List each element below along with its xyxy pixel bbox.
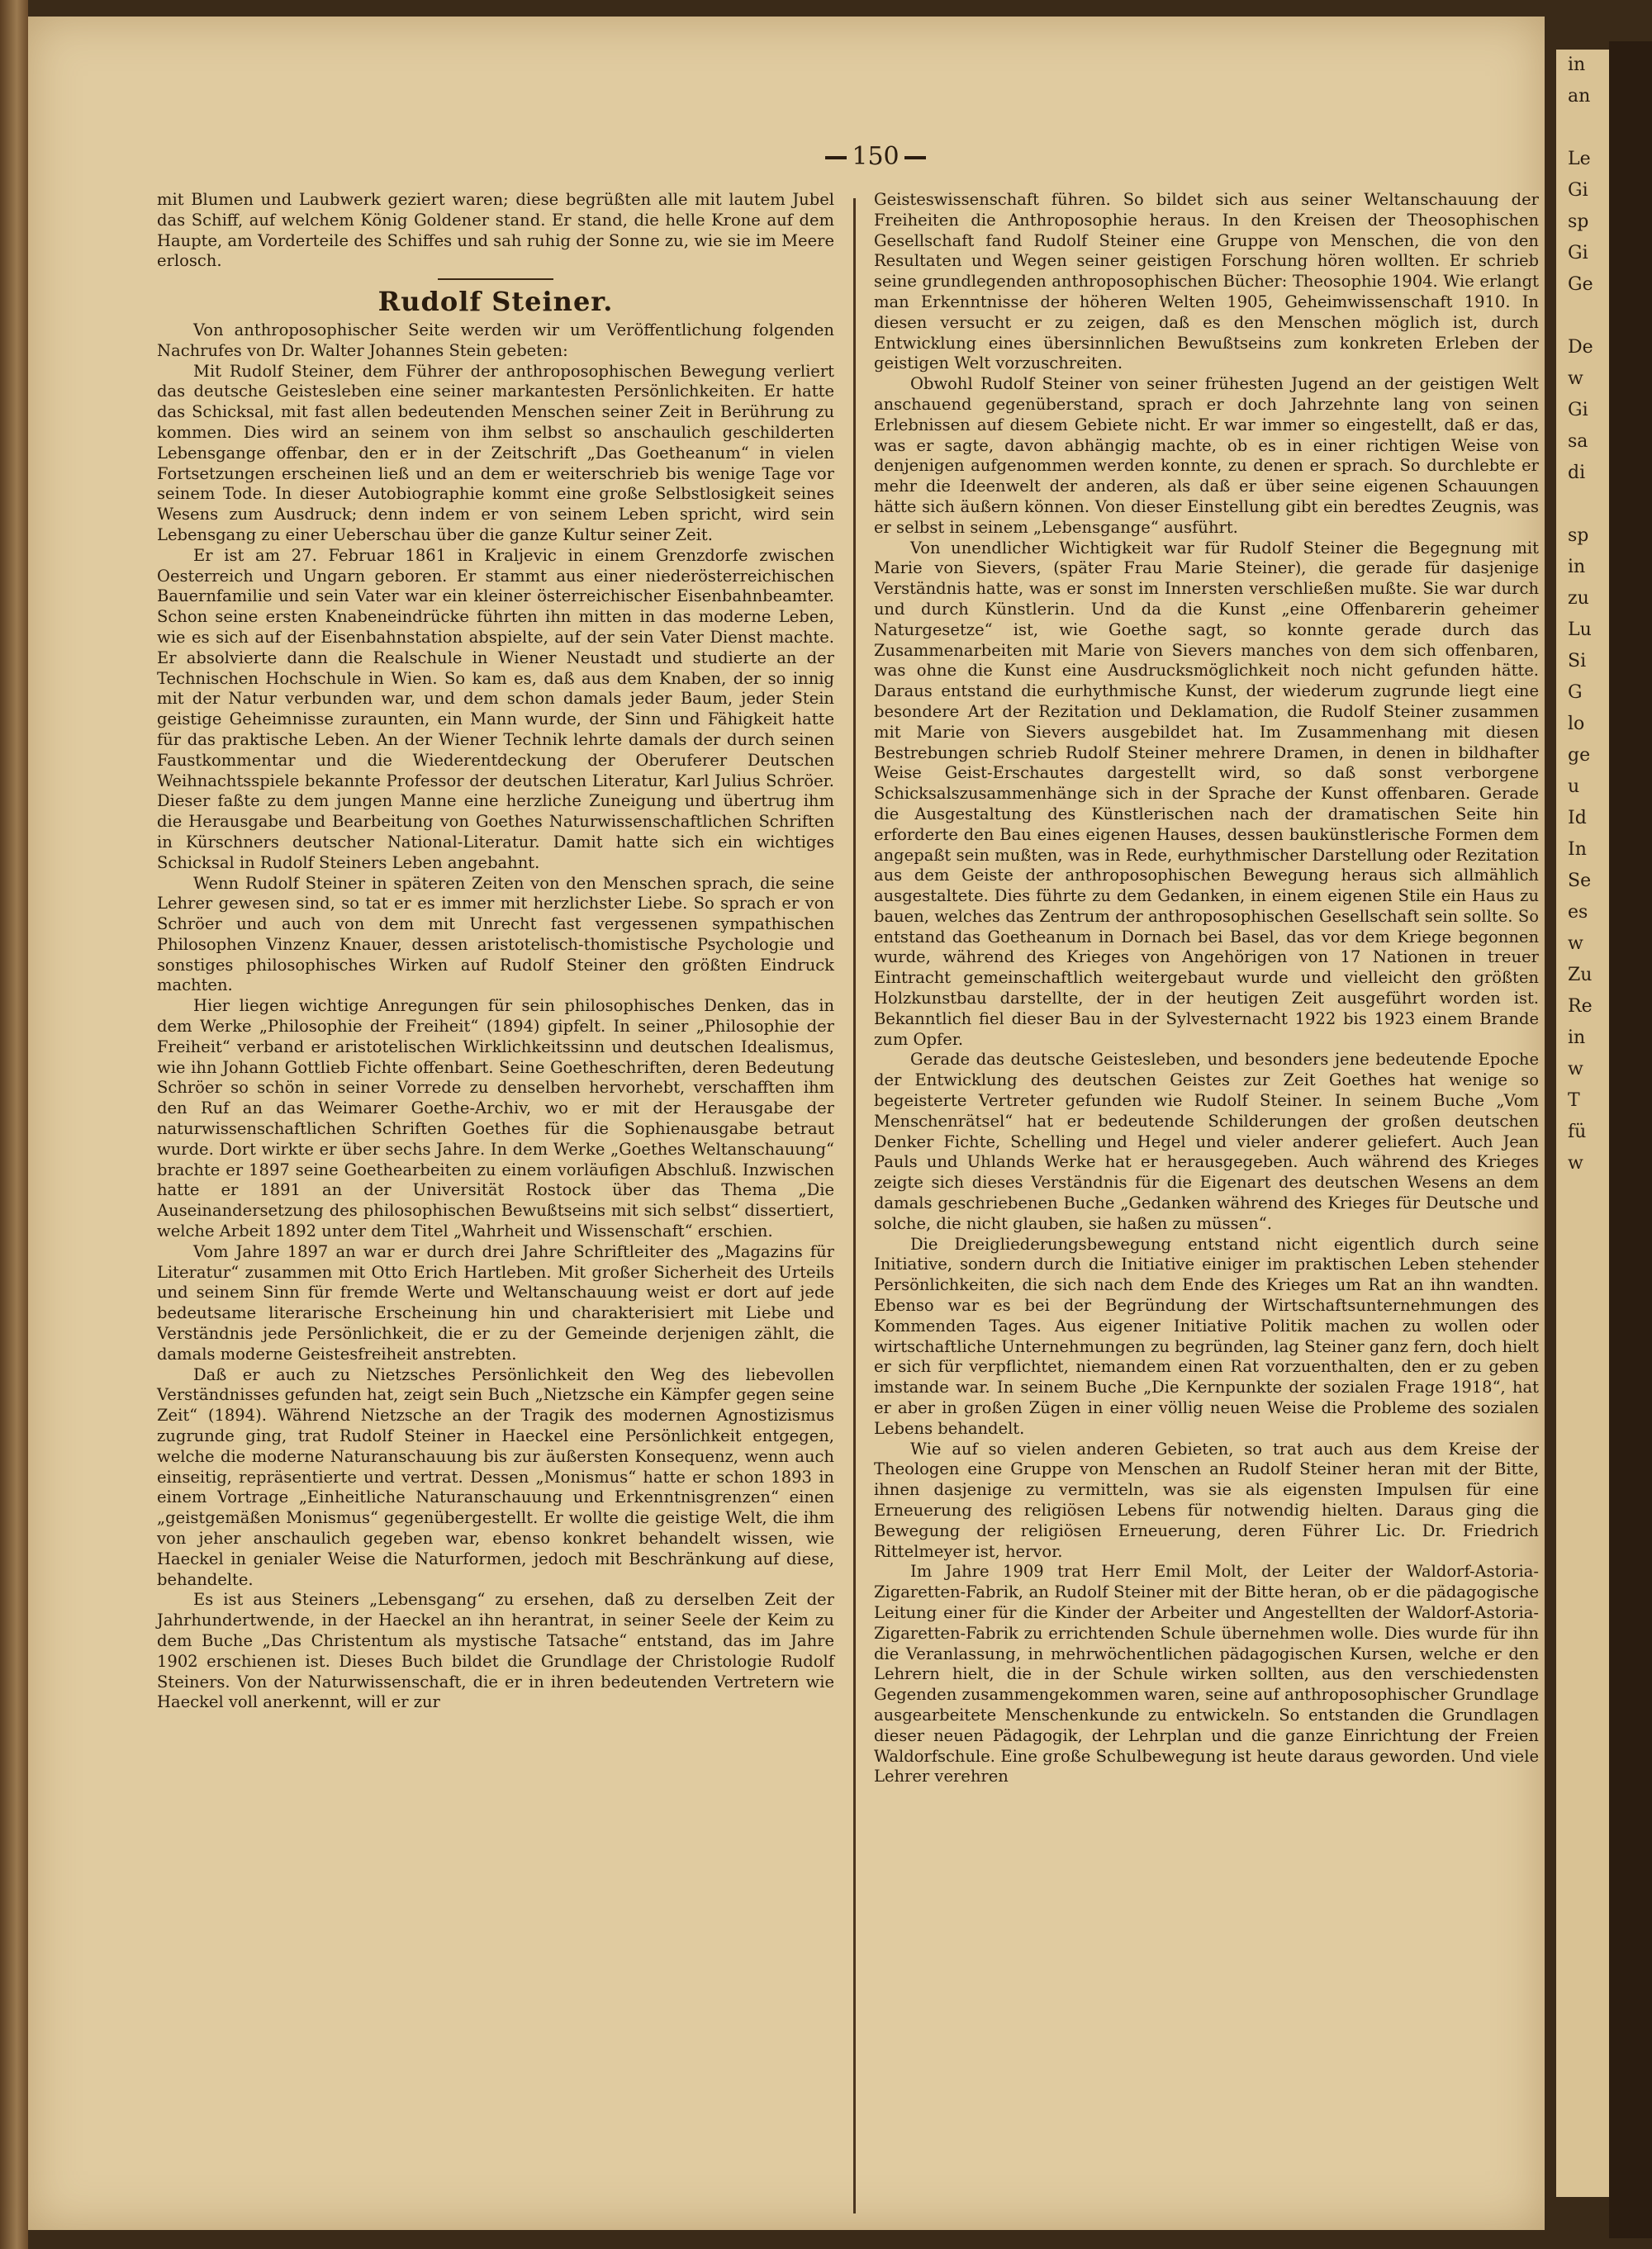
adjacent-page-fragment: es [1568,902,1588,923]
adjacent-page-fragment: Se [1568,871,1592,891]
adjacent-page-fragment: Id [1568,808,1587,828]
adjacent-page-fragment: In [1568,839,1587,860]
header-ornament-right [904,156,926,159]
adjacent-page-fragment: zu [1568,588,1589,609]
adjacent-page-fragment: ge [1568,745,1591,766]
adjacent-page-fragment: De [1568,337,1593,358]
adjacent-page-fragment: in [1568,557,1586,577]
right-column [874,190,1539,1787]
header-ornament-left [825,156,847,159]
adjacent-page-fragment: fü [1568,1122,1587,1142]
page-number: 150 [852,142,900,171]
adjacent-page-fragment: w [1568,368,1583,389]
left-paragraph: Wenn Rudolf Steiner in späteren Zeiten von den Menschen sprach, die seine Lehrer gewesen sind, so tat er es immer mit herzlichster Liebe. So sprach er von Schröer und auch von dem mit Unrecht fast vergessenen sympathischen Philosophen Vinzenz Knauer, dessen aristotelisch-thomistische Psychologie und sonstiges philosophisches Wirken auf Rudolf Steiner den größten Eindruck machten. [157,873,834,995]
adjacent-page-fragment: in [1568,55,1586,75]
right-paragraph: Von unendlicher Wichtigkeit war für Rudolf Steiner die Begegnung mit Marie von Sievers, (später Frau Marie Steiner), die gerade für dasjenige Verständnis hatte, was er sonst im Innersten verschließen mußte. Sie war durch und durch Künstlerin. Und da die Kunst „eine Offenbarerin geheimer Naturgesetze“ ist, wie Goethe sagt, so konnte gerade durch das Zusammenarbeiten mit Marie von Sievers manches von dem sich offenbaren, was ohne die Kunst eine Ausdrucksmöglichkeit noch nicht gefunden hätte. Daraus entstand die eurhythmische Kunst, der wiederum zugrunde liegt eine besondere Art der Rezitation und Deklamation, die Rudolf Steiner zusammen mit Marie von Sievers ausgebildet hat. Im Zusammenhang mit diesen Bestrebungen schrieb Rudolf Steiner mehrere Dramen, in denen in bildhafter Weise Geist-Erschautes dargestellt wird, so daß sonst verborgene Schicksalszusammenhänge sich in der Sprache der Kunst offenbaren. Gerade die Ausgestaltung des Künstlerischen nach der dramatischen Seite hin erforderte den Bau eines eigenen Hauses, dessen baukünstlerische Formen dem angepaßt sein mußten, was in Rede, eurhythmischer Darstellung oder Rezitation aus dem Geiste der anthroposophischen Bewegung heraus sich allmählich ausgestaltete. Dies führte zu dem Gedanken, in einem eigenen Stile ein Haus zu bauen, welches das Zentrum der anthroposophischen Gesellschaft sein sollte. So entstand das Goetheanum in Dornach bei Basel, das vor dem Kriege begonnen wurde, während des Krieges von Angehörigen von 17 Nationen in treuer Eintracht gemeinschaftlich weitergebaut wurde und vielleicht den größten Holzkunstbau darstellte, der in der heutigen Zeit ausgeführt worden ist. Bekanntlich fiel dieser Bau in der Sylvesternacht 1922 bis 1923 einem Brande zum Opfer. [874,538,1539,1049]
left-column [157,190,834,1713]
adjacent-page-fragment: w [1568,1153,1583,1174]
adjacent-page-fragment: G [1568,682,1583,703]
adjacent-page-fragment: Gi [1568,180,1588,201]
right-paragraph: Wie auf so vielen anderen Gebieten, so trat auch aus dem Kreise der Theologen eine Gruppe von Menschen an Rudolf Steiner heran mit der Bitte, ihnen dasjenige zu vermitteln, was sie als eigensten Impulsen für eine Erneuerung des religiösen Lebens für notwendig hielten. Daraus ging die Bewegung der religiösen Erneuerung, deren Führer Lic. Dr. Friedrich Rittelmeyer ist, hervor. [874,1439,1539,1561]
adjacent-page-fragment: in [1568,1027,1586,1048]
left-paragraph: Daß er auch zu Nietzsches Persönlichkeit den Weg des liebevollen Verständnisses gefunden hat, zeigt sein Buch „Nietzsche ein Kämpfer gegen seine Zeit“ (1894). Während Nietzsche an der Tragik des modernen Agnostizismus zugrunde ging, trat Rudolf Steiner in Haeckel eine Persönlichkeit entgegen, welche die moderne Naturanschauung bis zur äußersten Konsequenz, wenn auch einseitig, repräsentierte und vertrat. Dessen „Monismus“ hatte er schon 1893 in einem Vortrage „Einheitliche Naturanschauung und Erkenntnisgrenzen“ einen „geistgemäßen Monismus“ gegenübergestellt. Er wollte die geistige Welt, die ihm von jeher anschaulich gegeben war, ebenso konkret behandelt wissen, wie Haeckel in genialer Weise die Naturformen, jedoch mit Beschränkung auf diese, behandelte. [157,1364,834,1589]
book-edge [1609,41,1652,2238]
article-intro: Von anthroposophischer Seite werden wir um Veröffentlichung folgenden Nachrufes von Dr. Walter Johannes Stein gebeten: [157,320,834,360]
adjacent-page-fragment: Lu [1568,619,1592,640]
adjacent-page-fragment: an [1568,86,1591,107]
right-paragraph: Im Jahre 1909 trat Herr Emil Molt, der Leiter der Waldorf-Astoria-Zigaretten-Fabrik, an Rudolf Steiner mit der Bitte heran, ob er die pädagogische Leitung einer für die Kinder der Arbeiter und Angestellten der Waldorf-Astoria-Zigaretten-Fabrik zu errichtenden Schule übernehmen wolle. Dies wurde für ihn die Veranlassung, in mehrwöchentlichen pädagogischen Kursen, welche er den Lehrern hielt, die in der Schule wirken sollten, aus den verschiedensten Gegenden zusammengekommen waren, seine auf anthroposophischer Grundlage ausgearbeitete Menschenkunde zu entwickeln. So entstanden die Grundlagen dieser neuen Pädagogik, der Lehrplan und die ganze Einrichtung der Freien Waldorfschule. Eine große Schulbewegung ist heute daraus geworden. Und viele Lehrer verehren [874,1562,1539,1786]
adjacent-page-fragment: di [1568,463,1586,483]
adjacent-page-fragment: Zu [1568,965,1593,985]
page-header [809,142,942,171]
adjacent-page-fragment: sp [1568,525,1589,546]
column-rule [853,198,856,2213]
book-spine [0,0,28,2249]
adjacent-page-fragment: lo [1568,714,1585,734]
adjacent-page-fragment: w [1568,933,1583,954]
section-separator [438,278,553,280]
adjacent-page-fragment: Si [1568,651,1587,671]
right-paragraph: Gerade das deutsche Geistesleben, und besonders jene bedeutende Epoche der Entwicklung des deutschen Geistes zur Zeit Goethes hat wenige so begeisterte Vertreter gefunden wie Rudolf Steiner. In seinem Buche „Vom Menschenrätsel“ hat er bedeutende Schilderungen der großen deutschen Denker Fichte, Schelling und Hegel und vieler anderer geliefert. Auch Jean Pauls und Uhlands Werke hat er herausgegeben. Auch während des Krieges zeigte sich dieses Verständnis für die Eigenart des deutschen Wesens an dem damals geschriebenen Buche „Gedanken während des Krieges für Deutsche und solche, die nicht glauben, sie haßen zu müssen“. [874,1050,1539,1233]
left-paragraph: Mit Rudolf Steiner, dem Führer der anthroposophischen Bewegung verliert das deutsche Geistesleben eine seiner markantesten Persönlichkeiten. Er hatte das Schicksal, mit fast allen bedeutenden Menschen seiner Zeit in Berührung zu kommen. Dies wird an seinem von ihm selbst so anschaulich geschilderten Lebensgange offenbar, den er in der Zeitschrift „Das Goetheanum“ in vielen Fortsetzungen erscheinen ließ und an dem er weiterschrieb bis wenige Tage vor seinem Tode. In dieser Autobiographie kommt eine große Selbstlosigkeit seines Wesens zum Ausdruck; denn indem er von seinem Leben spricht, wird sein Lebensgang zu einer Ueberschau über die ganze Kultur seiner Zeit. [157,361,834,544]
adjacent-page-fragment: sa [1568,431,1588,452]
adjacent-page-fragment: w [1568,1059,1583,1079]
adjacent-page-fragment: Ge [1568,274,1593,295]
right-paragraph: Obwohl Rudolf Steiner von seiner frühesten Jugend an der geistigen Welt anschauend gegenüberstand, sprach er doch Jahrzehnte lang von seinen Erlebnissen auf diesem Gebiete nicht. Er war immer so eingestellt, daß er das, was er sagte, davon abhängig machte, ob es in einer richtigen Weise von denjenigen aufgenommen werden konnte, zu denen er sprach. So durchlebte er mehr die Ideenwelt der anderen, als daß er über seine eigenen Schauungen hätte sich äußern können. Von dieser Einstellung gibt ein beredtes Zeugnis, was er selbst in seinem „Lebensgange“ ausführt. [874,374,1539,537]
right-paragraph: Die Dreigliederungsbewegung entstand nicht eigentlich durch seine Initiative, sondern durch die Initiative einiger im praktischen Leben stehender Persönlichkeiten, die sich nach dem Ende des Krieges um Rat an ihn wandten. Ebenso war es bei der Begründung der Wirtschaftsunternehmungen des Kommenden Tages. Aus eigener Initiative Politik machen zu wollen oder wirtschaftliche Unternehmungen zu begründen, lag Steiner ganz fern, doch hielt er sich für verpflichtet, niemandem einen Rat vorzuenthalten, den er zu geben imstande war. In seinem Buche „Die Kernpunkte der sozialen Frage 1918“, hat er aber in großen Zügen in einer völlig neuen Weise die Probleme des sozialen Lebens behandelt. [874,1234,1539,1438]
left-paragraph: Es ist aus Steiners „Lebensgang“ zu ersehen, daß zu derselben Zeit der Jahrhundertwende, in der Haeckel an ihn herantrat, in seiner Seele der Keim zu dem Buche „Das Christentum als mystische Tatsache“ entstand, das im Jahre 1902 erschienen ist. Dieses Buch bildet die Grundlage der Christologie Rudolf Steiners. Von der Naturwissenschaft, die er in ihren bedeutenden Vertretern wie Haeckel voll anerkennt, will er zur [157,1590,834,1712]
adjacent-page-fragment: Gi [1568,243,1588,263]
adjacent-page-fragment: Gi [1568,400,1588,420]
left-paragraph: Vom Jahre 1897 an war er durch drei Jahre Schriftleiter des „Magazins für Literatur“ zusammen mit Otto Erich Hartleben. Mit großer Sicherheit des Urteils und seinem Sinn für fremde Werte und Weltanschauung weist er dort auf jede bedeutsame literarische Erscheinung hin und charakterisiert mit Liebe und Verständnis jede Persönlichkeit, die er zu der Gemeinde derjenigen zählt, die damals moderne Geistesfreiheit anstrebten. [157,1241,834,1364]
adjacent-page-fragment: sp [1568,211,1589,232]
left-paragraph: Er ist am 27. Februar 1861 in Kraljevic in einem Grenzdorfe zwischen Oesterreich und Ungarn geboren. Er stammt aus einer niederösterreichischen Bauernfamilie und sein Vater war ein kleiner österreichischer Eisenbahnbeamter. Schon seine ersten Knabeneindrücke führten ihn mitten in das moderne Leben, wie es sich auf der Eisenbahnstation abspielte, auf der sein Vater Dienst machte. Er absolvierte dann die Realschule in Wiener Neustadt und studierte an der Technischen Hochschule in Wien. So kam es, daß aus dem Knaben, der so innig mit der Natur verbunden war, und dem schon damals jeder Baum, jeder Stein geistige Geheimnisse zuraunten, ein Mann wurde, der Sinn und Fähigkeit hatte für das praktische Leben. An der Wiener Technik lehrte damals der durch seinen Faustkommentar und die Wiederentdeckung der Oberuferer Deutschen Weihnachtsspiele bekannte Professor der deutschen Literatur, Karl Julius Schröer. Dieser faßte zu dem jungen Manne eine herzliche Zuneigung und übertrug ihm die Herausgabe und Bearbeitung von Goethes Naturwissenschaftlichen Schriften in Kürschners deutscher National-Literatur. Damit hatte sich ein wichtiges Schicksal in Rudolf Steiners Leben angebahnt. [157,545,834,872]
article-title: Rudolf Steiner. [377,286,614,318]
adjacent-page-fragment: Le [1568,149,1591,169]
adjacent-page-fragment: Re [1568,996,1593,1017]
adjacent-page-fragment: u [1568,776,1580,797]
left-paragraph: Hier liegen wichtige Anregungen für sein philosophisches Denken, das in dem Werke „Philosophie der Freiheit“ (1894) gipfelt. In seiner „Philosophie der Freiheit“ verband er aristotelischen Wirklichkeitssinn und deutschen Idealismus, wie ihn Johann Gottlieb Fichte offenbart. Seine Goetheschriften, deren Bedeutung Schröer so schön in seiner Vorrede zu denselben hervorhebt, verschafften ihm den Ruf an das Weimarer Goethe-Archiv, wo er mit der Herausgabe der naturwissenschaftlichen Schriften Goethes für die Sophienausgabe betraut wurde. Dort wirkte er über sechs Jahre. In dem Werke „Goethes Weltanschauung“ brachte er 1897 seine Goethearbeiten zu einem vorläufigen Abschluß. Inzwischen hatte er 1891 an der Universität Rostock über das Thema „Die Auseinandersetzung des philosophischen Bewußtseins mit sich selbst“ dissertiert, welche Arbeit 1892 unter dem Titel „Wahrheit und Wissenschaft“ erschien. [157,996,834,1241]
adjacent-page-fragment: T [1568,1090,1580,1111]
opening-paragraph: mit Blumen und Laubwerk geziert waren; diese begrüßten alle mit lautem Jubel das Schiff, auf welchem König Goldener stand. Er stand, die helle Krone auf dem Haupte, am Vorderteile des Schiffes und sah ruhig der Sonne zu, wie sie im Meere erlosch. [157,190,834,271]
right-paragraph: Geisteswissenschaft führen. So bildet sich aus seiner Weltanschauung der Freiheiten die Anthroposophie heraus. In den Kreisen der Theosophischen Gesellschaft fand Rudolf Steiner eine Gruppe von Menschen, die von den Resultaten und Wegen seiner geistigen Forschung hören wollten. Er schrieb seine grundlegenden anthroposophischen Bücher: Theosophie 1904. Wie erlangt man Erkenntnisse der höheren Welten 1905, Geheimwissenschaft 1910. In diesen versucht er zu zeigen, daß es den Menschen möglich ist, durch Entwicklung eines übersinnlichen Bewußtseins zum konkreten Erleben der geistigen Welt vorzuschreiten. [874,190,1539,373]
